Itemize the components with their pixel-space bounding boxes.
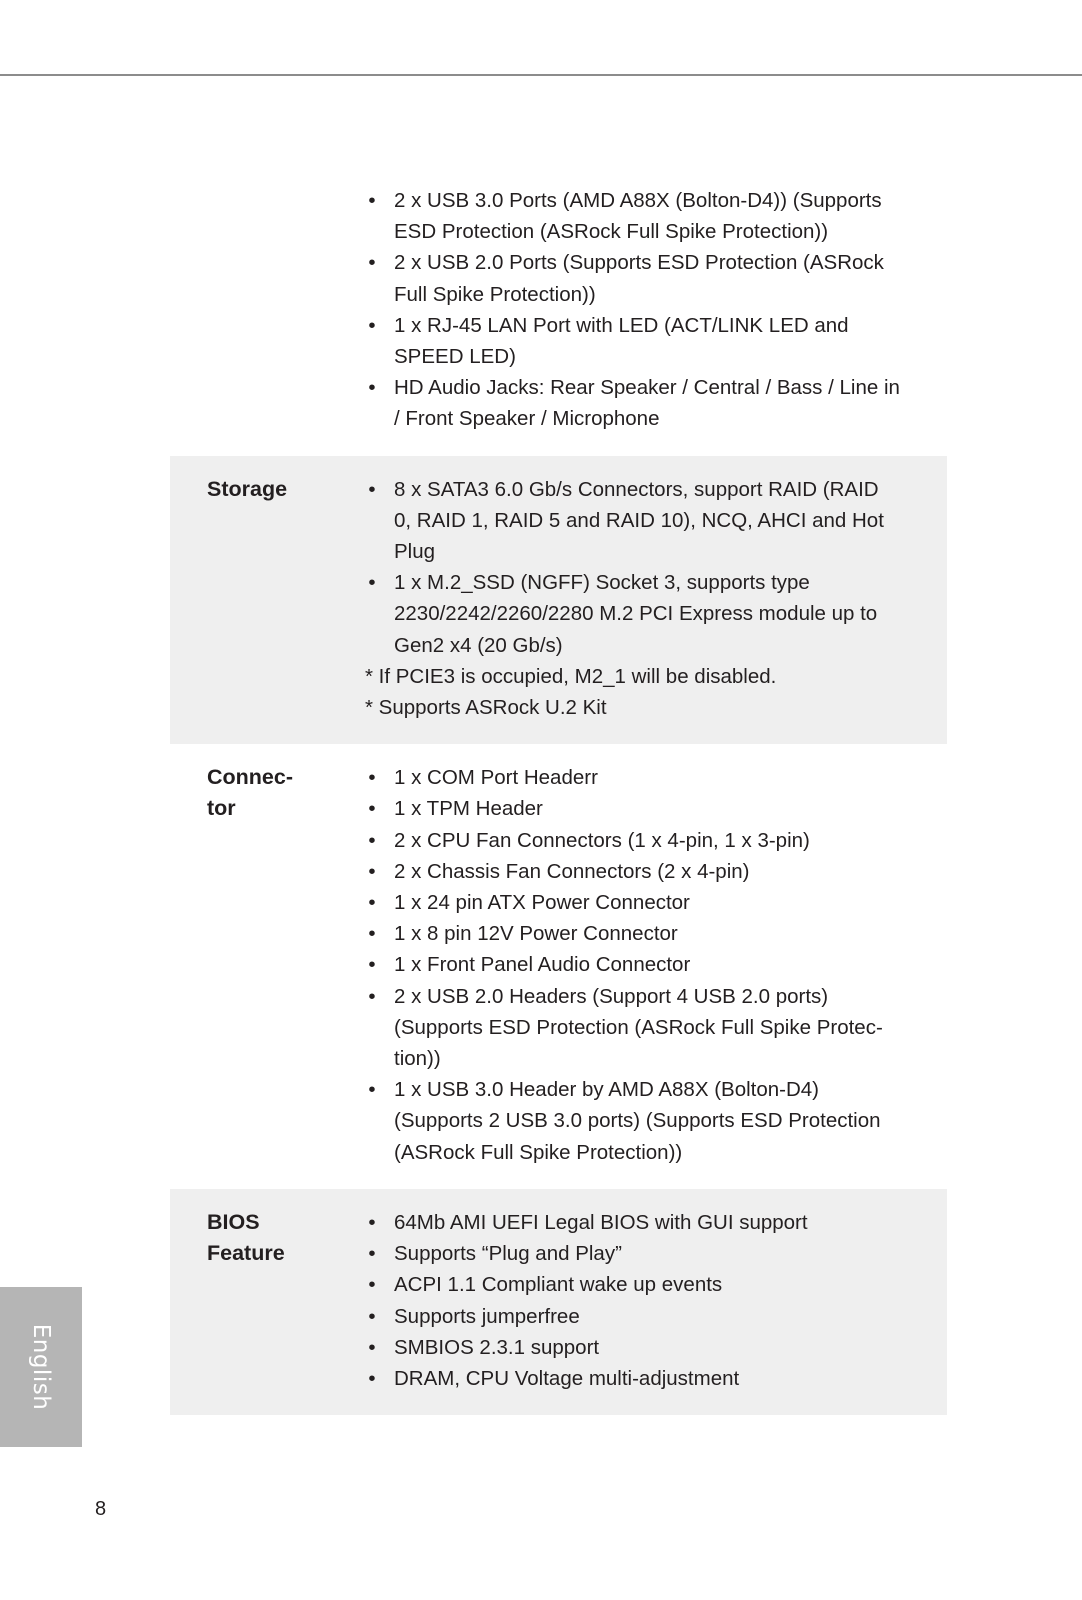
bullet-icon: • bbox=[368, 376, 376, 400]
spec-item-line: 8 x SATA3 6.0 Gb/s Connectors, support RAID (RAID bbox=[394, 477, 879, 501]
bullet-icon: • bbox=[368, 1366, 376, 1390]
section-label-line: Storage bbox=[207, 476, 288, 501]
spec-item-line: 1 x 8 pin 12V Power Connector bbox=[394, 922, 678, 946]
spec-item-line: ACPI 1.1 Compliant wake up events bbox=[394, 1273, 723, 1297]
bullet-icon: • bbox=[368, 251, 376, 275]
spec-item-line: DRAM, CPU Voltage multi-adjustment bbox=[394, 1366, 740, 1390]
spec-item-line: 2 x USB 2.0 Headers (Support 4 USB 2.0 ports) bbox=[394, 984, 829, 1008]
spec-item bbox=[368, 567, 947, 661]
spec-note: * Supports ASRock U.2 Kit bbox=[365, 696, 607, 720]
spec-item bbox=[368, 1238, 947, 1269]
bullet-icon: • bbox=[368, 922, 376, 946]
spec-section-rear-io-continued bbox=[170, 185, 947, 456]
spec-item-line: 2 x USB 2.0 Ports (Supports ESD Protection (ASRock bbox=[394, 251, 884, 275]
spec-item-line: (Supports 2 USB 3.0 ports) (Supports ESD Protection bbox=[394, 1109, 881, 1133]
section-label-line: BIOS bbox=[207, 1209, 260, 1234]
spec-item-line: 1 x TPM Header bbox=[394, 797, 543, 821]
spec-item-line: 1 x RJ-45 LAN Port with LED (ACT/LINK LED and bbox=[394, 313, 849, 337]
bullet-icon: • bbox=[368, 1210, 376, 1234]
spec-table bbox=[170, 185, 947, 1415]
spec-item-line: 2 x Chassis Fan Connectors (2 x 4-pin) bbox=[394, 859, 750, 883]
section-label bbox=[207, 474, 347, 505]
spec-item-line: Supports “Plug and Play” bbox=[394, 1242, 622, 1266]
spec-item bbox=[368, 887, 947, 918]
page-number: 8 bbox=[95, 1498, 107, 1520]
spec-item-line: (ASRock Full Spike Protection)) bbox=[394, 1140, 683, 1164]
spec-item-line: 2 x CPU Fan Connectors (1 x 4-pin, 1 x 3-pin) bbox=[394, 828, 810, 852]
spec-item bbox=[368, 1074, 947, 1168]
spec-item bbox=[368, 247, 947, 309]
bullet-icon: • bbox=[368, 1078, 376, 1102]
section-label-line: tor bbox=[207, 796, 236, 821]
spec-item-line: ESD Protection (ASRock Full Spike Protection)) bbox=[394, 220, 829, 244]
bullet-icon: • bbox=[368, 797, 376, 821]
bullet-icon: • bbox=[368, 477, 376, 501]
spec-item-line: 1 x Front Panel Audio Connector bbox=[394, 953, 691, 977]
spec-item-line: Gen2 x4 (20 Gb/s) bbox=[394, 633, 563, 657]
spec-item bbox=[368, 1301, 947, 1332]
spec-item bbox=[368, 793, 947, 824]
spec-item-line: 1 x 24 pin ATX Power Connector bbox=[394, 891, 690, 915]
spec-item-line: HD Audio Jacks: Rear Speaker / Central / Bass / Line in bbox=[394, 376, 900, 400]
spec-item bbox=[368, 762, 947, 793]
bullet-icon: • bbox=[368, 859, 376, 883]
section-label bbox=[207, 762, 347, 824]
spec-item-line: 1 x USB 3.0 Header by AMD A88X (Bolton-D4) bbox=[394, 1078, 820, 1102]
spec-section-storage bbox=[170, 456, 947, 745]
spec-item-line: (Supports ESD Protection (ASRock Full Spike Protec- bbox=[394, 1015, 883, 1039]
spec-item bbox=[368, 185, 947, 247]
spec-item-line: 64Mb AMI UEFI Legal BIOS with GUI support bbox=[394, 1210, 808, 1234]
spec-item bbox=[368, 949, 947, 980]
spec-item bbox=[368, 1207, 947, 1238]
bullet-icon: • bbox=[368, 1304, 376, 1328]
bullet-icon: • bbox=[368, 1242, 376, 1266]
spec-item-line: Supports jumperfree bbox=[394, 1304, 580, 1328]
bullet-icon: • bbox=[368, 766, 376, 790]
header-rule bbox=[0, 74, 1082, 76]
bullet-icon: • bbox=[368, 571, 376, 595]
bullet-icon: • bbox=[368, 1273, 376, 1297]
bullet-icon: • bbox=[368, 953, 376, 977]
spec-item-line: SPEED LED) bbox=[394, 345, 516, 369]
spec-item-line: Plug bbox=[394, 540, 436, 564]
section-label-line: Feature bbox=[207, 1240, 285, 1265]
spec-item bbox=[368, 856, 947, 887]
spec-item-line: Full Spike Protection)) bbox=[394, 282, 596, 306]
bullet-icon: • bbox=[368, 1335, 376, 1359]
spec-item bbox=[368, 310, 947, 372]
section-label bbox=[207, 1207, 347, 1269]
spec-item-list bbox=[170, 185, 947, 435]
bullet-icon: • bbox=[368, 891, 376, 915]
spec-item bbox=[368, 981, 947, 1075]
spec-item bbox=[368, 1269, 947, 1300]
spec-item-line: 0, RAID 1, RAID 5 and RAID 10), NCQ, AHCI and Hot bbox=[394, 508, 884, 532]
spec-item-line: / Front Speaker / Microphone bbox=[394, 407, 660, 431]
spec-section-connector bbox=[170, 744, 947, 1189]
spec-item bbox=[368, 918, 947, 949]
spec-item-line: SMBIOS 2.3.1 support bbox=[394, 1335, 600, 1359]
bullet-icon: • bbox=[368, 828, 376, 852]
spec-item-line: 2 x USB 3.0 Ports (AMD A88X (Bolton-D4)) (Supports bbox=[394, 189, 882, 212]
spec-item bbox=[368, 372, 947, 434]
section-label-line: Connec- bbox=[207, 765, 293, 790]
language-tab bbox=[0, 1287, 82, 1447]
bullet-icon: • bbox=[368, 984, 376, 1008]
spec-item bbox=[368, 474, 947, 568]
spec-item-line: 2230/2242/2260/2280 M.2 PCI Express module up to bbox=[394, 602, 878, 626]
bullet-icon: • bbox=[368, 189, 376, 212]
spec-note: * If PCIE3 is occupied, M2_1 will be disabled. bbox=[365, 664, 777, 688]
spec-item-line: tion)) bbox=[394, 1047, 441, 1071]
spec-item bbox=[368, 1332, 947, 1363]
bullet-icon: • bbox=[368, 313, 376, 337]
spec-item-line: 1 x M.2_SSD (NGFF) Socket 3, supports type bbox=[394, 571, 810, 595]
language-tab-label: English bbox=[28, 1323, 54, 1411]
spec-item-line: 1 x COM Port Headerr bbox=[394, 766, 598, 790]
spec-item bbox=[368, 1363, 947, 1394]
spec-item bbox=[368, 825, 947, 856]
spec-section-bios-feature bbox=[170, 1189, 947, 1415]
